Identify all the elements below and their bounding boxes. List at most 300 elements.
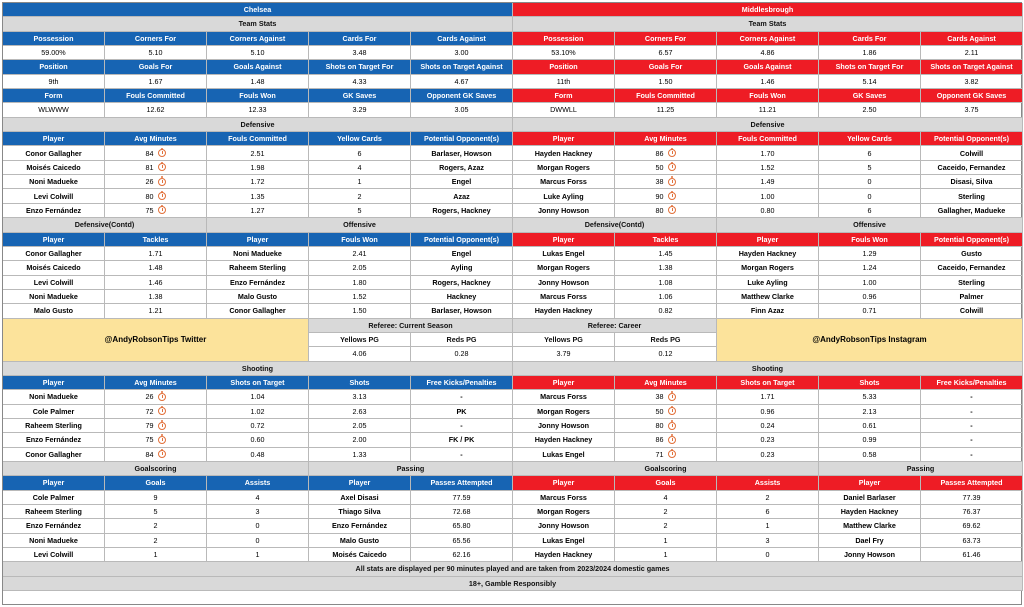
free-kicks-penalties-text: -: [460, 392, 463, 402]
col-header-player: [513, 476, 615, 490]
stat-header-gk_saves: [309, 89, 411, 103]
player-name: [3, 290, 105, 304]
avg-minutes-text: 79: [145, 421, 154, 431]
col-header-passes-attempted-text: Passes Attempted: [940, 478, 1003, 488]
player-name: [207, 247, 309, 261]
fouls-committed: [207, 175, 309, 189]
col-header-player-text: Player: [348, 478, 371, 488]
stat-value-opp_gk_saves-text: 3.05: [454, 105, 469, 115]
fouls-won-value-text: 1.24: [862, 263, 877, 273]
player-name-text: Morgan Rogers: [741, 263, 794, 273]
stat-value-opp_gk_saves-text: 3.75: [964, 105, 979, 115]
player-name-text: Finn Azaz: [750, 306, 785, 316]
free-kicks-penalties: [921, 419, 1023, 433]
assists-value: [207, 491, 309, 505]
tackles-value: [615, 276, 717, 290]
col-header-assists: [207, 476, 309, 490]
stat-value-cards_for-text: 1.86: [862, 48, 877, 58]
player-name-text: Cole Palmer: [32, 406, 75, 416]
fouls-won-value-text: 1.52: [352, 291, 367, 301]
player-name-text: Matthew Clarke: [741, 291, 794, 301]
potential-opponents-text: Rogers, Hackney: [432, 277, 491, 287]
shots-on-target: [207, 448, 309, 462]
avg-minutes-text: 38: [655, 177, 664, 187]
stat-header-fouls_committed: [105, 89, 207, 103]
stopwatch-icon: [158, 436, 166, 444]
free-kicks-penalties-text: -: [460, 449, 463, 459]
yellow-cards-text: 5: [867, 162, 872, 172]
potential-opponents-text: Azaz: [453, 191, 470, 201]
yellows-pg-header-text: Yellows PG: [340, 334, 379, 344]
potential-opponents-text: Gusto: [961, 248, 982, 258]
col-header-goals-text: Goals: [145, 478, 166, 488]
shots-on-target-text: 0.24: [760, 421, 775, 431]
col-header-shots_on_target: [717, 376, 819, 390]
player-name-text: Morgan Rogers: [537, 507, 590, 517]
col-header-fouls-won-text: Fouls Won: [341, 234, 378, 244]
col-header-fouls_committed: [717, 132, 819, 146]
potential-opponents: [411, 189, 513, 203]
stat-value-position-text: 9th: [48, 76, 59, 86]
away-team-title: [513, 3, 1023, 17]
player-name-text: Jonny Howson: [537, 421, 590, 431]
defensive-contd-header-text: Defensive(Contd): [584, 220, 645, 230]
assists-value-text: 0: [255, 535, 260, 545]
potential-opponents: [921, 175, 1023, 189]
avg-minutes: [105, 146, 207, 160]
stats-sheet: [2, 2, 1022, 605]
fouls-committed: [717, 146, 819, 160]
player-name: [513, 161, 615, 175]
stopwatch-icon: [158, 178, 166, 186]
stat-value-sot_against-text: 4.67: [454, 76, 469, 86]
player-name: [207, 276, 309, 290]
player-name: [819, 505, 921, 519]
col-header-player: [513, 233, 615, 247]
free-kicks-penalties: [921, 405, 1023, 419]
stat-value-corners_for-text: 6.57: [658, 48, 673, 58]
stat-header-cards_for-text: Cards For: [342, 33, 377, 43]
yellow-cards: [819, 189, 921, 203]
avg-minutes: [105, 433, 207, 447]
player-name: [3, 448, 105, 462]
fouls-committed-text: 1.27: [250, 205, 265, 215]
yellow-cards-text: 1: [357, 177, 362, 187]
passes-value: [411, 519, 513, 533]
stat-value-possession-text: 59.00%: [41, 48, 66, 58]
stat-header-position-text: Position: [39, 62, 68, 72]
assists-value-text: 0: [255, 521, 260, 531]
stat-value-corners_for: [105, 46, 207, 60]
avg-minutes-text: 80: [655, 421, 664, 431]
stopwatch-icon: [668, 149, 676, 157]
tackles-value: [105, 261, 207, 275]
player-name: [3, 146, 105, 160]
potential-opponents-text: Ayling: [450, 263, 473, 273]
player-name: [309, 491, 411, 505]
player-name-text: Daniel Barlaser: [843, 492, 896, 502]
col-header-player-text: Player: [246, 234, 269, 244]
avg-minutes: [615, 175, 717, 189]
home-team-title-text: Chelsea: [243, 5, 272, 15]
player-name-text: Hayden Hackney: [534, 148, 593, 158]
passes-value-text: 61.46: [962, 550, 981, 560]
stopwatch-icon: [158, 407, 166, 415]
col-header-goals: [105, 476, 207, 490]
player-name-text: Luke Ayling: [543, 191, 584, 201]
col-header-tackles-text: Tackles: [142, 234, 169, 244]
shooting-header: [3, 362, 513, 376]
stat-header-corners_for-text: Corners For: [134, 33, 177, 43]
stat-header-position-text: Position: [549, 62, 578, 72]
passes-value-text: 77.39: [962, 492, 981, 502]
offensive-header: [207, 218, 513, 232]
stat-value-possession: [3, 46, 105, 60]
shots-text: 0.61: [862, 421, 877, 431]
free-kicks-penalties-text: -: [970, 435, 973, 445]
col-header-passes-attempted-text: Passes Attempted: [430, 478, 493, 488]
tackles-value: [615, 247, 717, 261]
potential-opponents-text: Gallagher, Madueke: [937, 205, 1006, 215]
passes-value-text: 65.56: [452, 535, 471, 545]
shots: [309, 419, 411, 433]
stat-value-form: [513, 103, 615, 117]
player-name: [3, 491, 105, 505]
player-name-text: Moisés Caicedo: [26, 162, 81, 172]
passes-value: [921, 534, 1023, 548]
yellow-cards-text: 6: [867, 148, 872, 158]
player-name-text: Malo Gusto: [237, 291, 278, 301]
stat-header-possession: [513, 32, 615, 46]
shots-text: 2.13: [862, 406, 877, 416]
fouls-won-value-text: 0.71: [862, 306, 877, 316]
col-header-potential_opponents-text: Potential Opponent(s): [423, 134, 500, 144]
player-name-text: Conor Gallagher: [25, 449, 82, 459]
potential-opponents-text: Barlaser, Howson: [431, 306, 492, 316]
team-stats-header-text: Team Stats: [238, 19, 277, 29]
stat-header-position: [513, 60, 615, 74]
assists-value-text: 6: [765, 507, 770, 517]
potential-opponents: [921, 304, 1023, 318]
stopwatch-icon: [668, 422, 676, 430]
defensive-contd-header: [513, 218, 717, 232]
player-name-text: Marcus Forss: [540, 177, 587, 187]
stat-header-fouls_committed-text: Fouls Committed: [636, 91, 695, 101]
stat-header-cards_against-text: Cards Against: [947, 33, 996, 43]
potential-opponents-text: Caceido, Fernandez: [937, 162, 1006, 172]
col-header-player: [3, 476, 105, 490]
col-header-shots: [309, 376, 411, 390]
passing-header: [309, 462, 513, 476]
player-name: [3, 419, 105, 433]
stat-header-fouls_committed: [615, 89, 717, 103]
stat-value-corners_against-text: 5.10: [250, 48, 265, 58]
fouls-won-value: [309, 261, 411, 275]
fouls-committed-text: 1.35: [250, 191, 265, 201]
free-kicks-penalties: [411, 405, 513, 419]
tackles-value: [615, 304, 717, 318]
passes-value-text: 69.62: [962, 521, 981, 531]
shooting-header-text: Shooting: [751, 363, 784, 373]
yellow-cards: [309, 204, 411, 218]
player-name: [3, 534, 105, 548]
assists-value: [717, 548, 819, 562]
shots-on-target: [717, 448, 819, 462]
referee-career-yellows: [513, 347, 615, 361]
reds-pg-header: [411, 333, 513, 347]
player-name-text: Jonny Howson: [537, 277, 590, 287]
defensive-header: [3, 118, 513, 132]
col-header-avg_minutes-text: Avg Minutes: [134, 378, 177, 387]
away-team-title-text: Middlesbrough: [741, 5, 794, 15]
player-name-text: Morgan Rogers: [537, 406, 590, 416]
stat-header-gk_saves-text: GK Saves: [852, 91, 887, 101]
stat-value-gk_saves-text: 2.50: [862, 105, 877, 115]
potential-opponents: [921, 204, 1023, 218]
yellow-cards-text: 2: [357, 191, 362, 201]
stat-header-cards_for: [309, 32, 411, 46]
avg-minutes-text: 75: [145, 205, 154, 215]
player-name: [819, 519, 921, 533]
stat-header-fouls_won: [717, 89, 819, 103]
stat-header-opp_gk_saves-text: Opponent GK Saves: [936, 91, 1007, 101]
player-name-text: Enzo Fernández: [331, 521, 388, 531]
col-header-avg_minutes-text: Avg Minutes: [134, 134, 177, 144]
player-name: [3, 304, 105, 318]
free-kicks-penalties-text: -: [460, 421, 463, 431]
free-kicks-penalties-text: PK: [456, 406, 467, 416]
col-header-shots-text: Shots: [349, 378, 370, 387]
shots-on-target-text: 1.02: [250, 406, 265, 416]
fouls-won-value: [819, 276, 921, 290]
instagram-handle: [717, 319, 1023, 362]
col-header-shots-text: Shots: [859, 378, 880, 387]
avg-minutes: [105, 189, 207, 203]
stopwatch-icon: [158, 393, 166, 401]
goals-value: [105, 505, 207, 519]
potential-opponents: [921, 161, 1023, 175]
col-header-avg_minutes: [105, 376, 207, 390]
passes-value-text: 77.59: [452, 492, 471, 502]
col-header-fouls_committed: [207, 132, 309, 146]
potential-opponents: [411, 290, 513, 304]
footer-disclaimer: [3, 562, 1023, 576]
shots-text: 5.33: [862, 392, 877, 402]
player-name: [717, 304, 819, 318]
free-kicks-penalties-text: -: [970, 421, 973, 431]
fouls-won-value: [309, 304, 411, 318]
col-header-player-text: Player: [552, 234, 575, 244]
player-name-text: Enzo Fernández: [229, 277, 286, 287]
player-name-text: Thiago Silva: [338, 507, 381, 517]
player-name-text: Conor Gallagher: [25, 248, 82, 258]
shots-text: 0.99: [862, 435, 877, 445]
col-header-free_kicks-text: Free Kicks/Penalties: [936, 378, 1007, 387]
stat-value-fouls_committed: [105, 103, 207, 117]
avg-minutes-text: 75: [145, 435, 154, 445]
col-header-yellow_cards-text: Yellow Cards: [337, 134, 382, 144]
player-name-text: Matthew Clarke: [843, 521, 896, 531]
player-name: [207, 261, 309, 275]
defensive-header: [513, 118, 1023, 132]
footer-gamble-responsibly: [3, 577, 1023, 591]
yellow-cards: [309, 146, 411, 160]
avg-minutes-text: 26: [145, 392, 154, 402]
avg-minutes-text: 72: [145, 406, 154, 416]
avg-minutes: [615, 146, 717, 160]
stat-value-corners_against-text: 4.86: [760, 48, 775, 58]
shots: [819, 390, 921, 404]
stat-header-sot_for: [309, 60, 411, 74]
offensive-header-text: Offensive: [343, 220, 376, 230]
offensive-header-text: Offensive: [853, 220, 886, 230]
col-header-potential-opponents-text: Potential Opponent(s): [423, 234, 500, 244]
goals-value-text: 2: [153, 535, 158, 545]
assists-value: [717, 534, 819, 548]
stat-header-cards_against-text: Cards Against: [437, 33, 486, 43]
player-name: [717, 276, 819, 290]
yellow-cards-text: 5: [357, 205, 362, 215]
stat-header-sot_for-text: Shots on Target For: [835, 62, 904, 72]
stat-header-possession: [3, 32, 105, 46]
avg-minutes-text: 80: [145, 191, 154, 201]
potential-opponents: [411, 175, 513, 189]
assists-value: [717, 491, 819, 505]
player-name: [309, 548, 411, 562]
stat-value-position-text: 11th: [556, 76, 571, 86]
fouls-won-value-text: 1.29: [862, 248, 877, 258]
passes-value: [411, 534, 513, 548]
passing-header-text: Passing: [906, 464, 935, 474]
shots: [819, 448, 921, 462]
goalscoring-header: [3, 462, 309, 476]
player-name-text: Levi Colwill: [33, 191, 74, 201]
player-name-text: Noni Madueke: [29, 535, 78, 545]
assists-value: [207, 519, 309, 533]
stopwatch-icon: [668, 178, 676, 186]
avg-minutes-text: 50: [655, 162, 664, 172]
col-header-player-text: Player: [42, 134, 65, 144]
col-header-player-text: Player: [858, 478, 881, 488]
potential-opponents: [921, 247, 1023, 261]
fouls-won-value-text: 0.96: [862, 291, 877, 301]
defensive-contd-header: [3, 218, 207, 232]
fouls-won-value: [819, 247, 921, 261]
potential-opponents-text: Hackney: [446, 291, 477, 301]
stat-value-goals_against-text: 1.48: [250, 76, 265, 86]
stat-header-corners_for: [615, 32, 717, 46]
stat-value-goals_for-text: 1.67: [148, 76, 163, 86]
col-header-goals: [615, 476, 717, 490]
avg-minutes-text: 86: [655, 435, 664, 445]
yellow-cards-text: 4: [357, 162, 362, 172]
potential-opponents-text: Sterling: [958, 277, 985, 287]
player-name-text: Hayden Hackney: [534, 550, 593, 560]
stat-value-fouls_won: [207, 103, 309, 117]
potential-opponents-text: Sterling: [958, 191, 985, 201]
referee-current-reds-text: 0.28: [454, 349, 469, 359]
stat-header-goals_for-text: Goals For: [648, 62, 683, 72]
free-kicks-penalties: [411, 433, 513, 447]
stat-value-goals_against: [717, 75, 819, 89]
stat-value-sot_for: [819, 75, 921, 89]
defensive-contd-header-text: Defensive(Contd): [74, 220, 135, 230]
player-name: [513, 390, 615, 404]
stat-value-sot_against: [411, 75, 513, 89]
referee-career-yellows-text: 3.79: [556, 349, 571, 359]
free-kicks-penalties: [411, 390, 513, 404]
tackles-value: [105, 276, 207, 290]
stat-header-opp_gk_saves: [921, 89, 1023, 103]
assists-value: [717, 505, 819, 519]
player-name: [513, 261, 615, 275]
fouls-committed-text: 1.72: [250, 177, 265, 187]
player-name: [513, 534, 615, 548]
col-header-fouls-won: [819, 233, 921, 247]
shots-text: 3.13: [352, 392, 367, 402]
fouls-committed-text: 1.70: [760, 148, 775, 158]
shots-on-target-text: 0.23: [760, 435, 775, 445]
player-name-text: Hayden Hackney: [840, 507, 899, 517]
stat-value-position: [513, 75, 615, 89]
player-name-text: Lukas Engel: [542, 248, 585, 258]
shots: [309, 405, 411, 419]
col-header-free_kicks: [411, 376, 513, 390]
fouls-committed: [717, 175, 819, 189]
player-name: [717, 290, 819, 304]
potential-opponents-text: Colwill: [959, 148, 984, 158]
stat-header-form: [3, 89, 105, 103]
player-name-text: Jonny Howson: [843, 550, 896, 560]
player-name: [309, 505, 411, 519]
player-name-text: Raheem Sterling: [25, 507, 82, 517]
goals-value-text: 4: [663, 492, 668, 502]
player-name-text: Raheem Sterling: [229, 263, 286, 273]
col-header-potential_opponents-text: Potential Opponent(s): [933, 134, 1010, 144]
free-kicks-penalties-text: -: [970, 392, 973, 402]
col-header-player: [513, 132, 615, 146]
twitter-handle: [3, 319, 309, 362]
stat-value-sot_for: [309, 75, 411, 89]
passes-value: [411, 491, 513, 505]
referee-career-reds: [615, 347, 717, 361]
stopwatch-icon: [158, 450, 166, 458]
fouls-committed: [717, 161, 819, 175]
stat-header-sot_for-text: Shots on Target For: [325, 62, 394, 72]
player-name: [513, 419, 615, 433]
player-name-text: Dael Fry: [855, 535, 884, 545]
player-name-text: Marcus Forss: [540, 392, 587, 402]
assists-value-text: 1: [255, 550, 260, 560]
stat-header-cards_for-text: Cards For: [852, 33, 887, 43]
fouls-committed: [207, 161, 309, 175]
shots-on-target: [207, 433, 309, 447]
potential-opponents: [921, 290, 1023, 304]
player-name: [3, 247, 105, 261]
shots-on-target-text: 1.04: [250, 392, 265, 402]
avg-minutes: [105, 390, 207, 404]
player-name: [3, 405, 105, 419]
passing-header: [819, 462, 1023, 476]
player-name-text: Enzo Fernández: [25, 205, 82, 215]
col-header-player: [3, 132, 105, 146]
passes-value-text: 76.37: [962, 507, 981, 517]
assists-value: [207, 505, 309, 519]
stat-header-form-text: Form: [44, 91, 63, 101]
col-header-player: [717, 233, 819, 247]
free-kicks-penalties: [921, 390, 1023, 404]
yellow-cards: [309, 189, 411, 203]
